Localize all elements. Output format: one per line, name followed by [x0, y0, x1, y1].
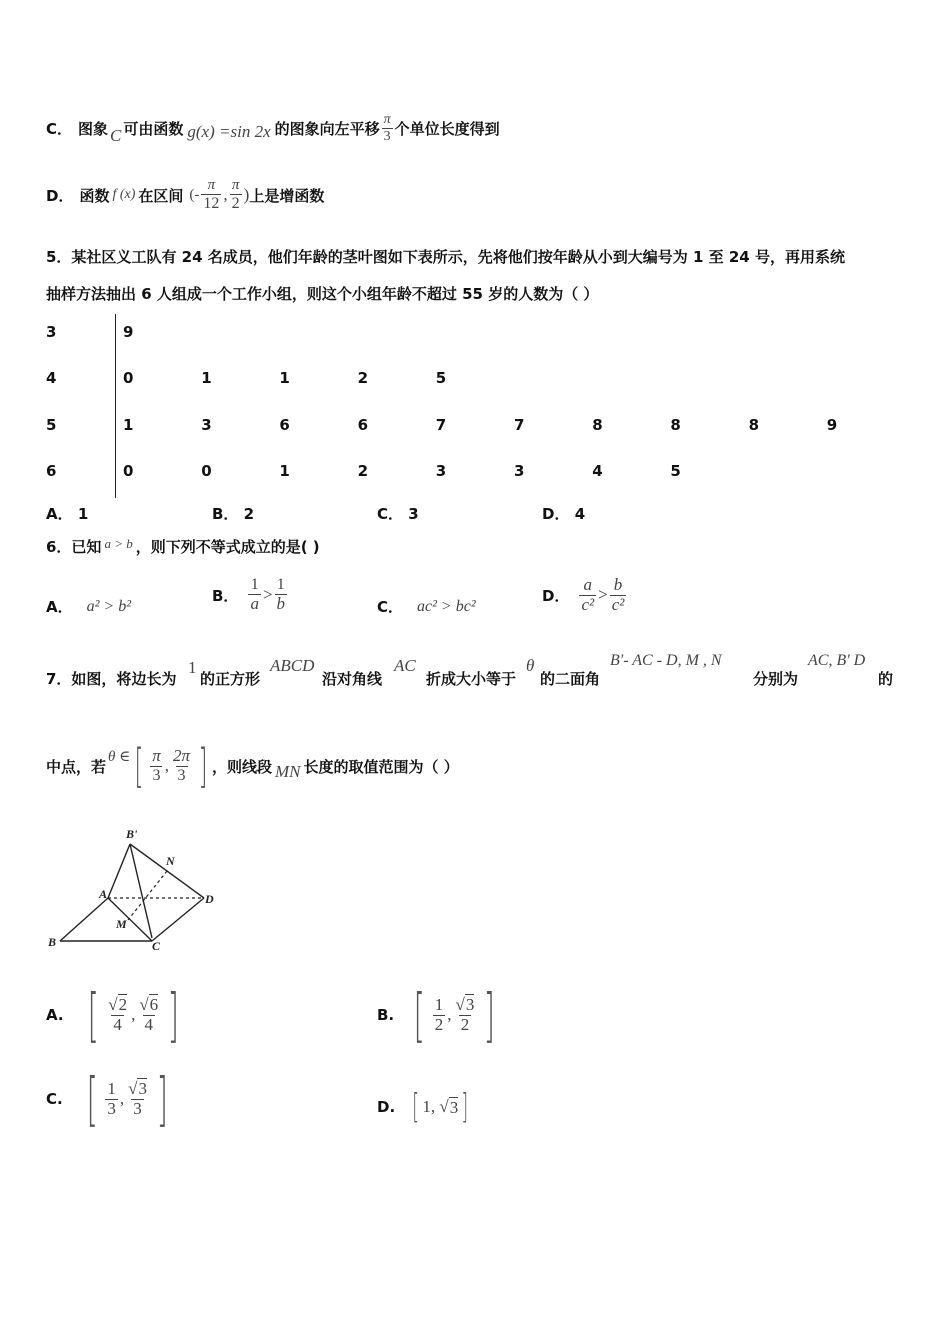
leaf-value: 8: [748, 416, 760, 434]
leaf-value: 3: [514, 462, 525, 480]
fraction: $\frac{\pi}{12}$: [203, 177, 220, 212]
label-d: D: [205, 892, 214, 906]
leaf-value: 0: [201, 462, 212, 480]
fraction: $\frac{\pi}{2}$: [231, 177, 240, 212]
q5-stem-line2: 抽样方法抽出 6 人组成一个工作小组，则这个小组年龄不超过 55 岁的人数为（ ）: [46, 285, 599, 303]
math-function: g(x) =sin 2x: [187, 122, 271, 141]
edge-c-d: [152, 898, 204, 941]
leaf-value: 1: [279, 462, 290, 480]
leaf-value: 7: [514, 416, 525, 434]
leaf-value: 8: [670, 416, 681, 434]
leaf-value: 1: [201, 369, 212, 387]
fraction: $\frac{1}{b}$: [276, 576, 286, 613]
fraction: $\frac{1}{a}$: [250, 576, 259, 613]
q7-option-b: B. [ $\frac{1}{2}$ , $\frac{√3}{2}$ ]: [377, 981, 496, 1049]
fraction: $\frac{\pi}{3}$: [383, 112, 391, 144]
q6-stem: 6．已知 a > b ，则下列不等式成立的是( ): [46, 535, 320, 556]
leaf-value: 2: [357, 369, 369, 387]
fraction: $\frac{a}{\text{c²}}$: [581, 574, 595, 614]
q5-option-d: D． 4: [542, 505, 586, 523]
leaf-value: 3: [201, 416, 212, 434]
q7-option-d: D. [ 1 , √ 3 ]: [377, 1087, 469, 1127]
leaf-value: 1: [123, 416, 134, 434]
q7-stem-line2: 中点，若 θ ∈ [ $\frac{\pi}{3}$ , $\frac{2\pi}{3}$ ] ，则线段 MN 长度的取值范围为（ ）: [46, 739, 459, 793]
label-a: A: [99, 887, 108, 901]
leaf-value: 3: [435, 462, 447, 480]
leaf-value: 8: [592, 416, 603, 434]
math-condition: a > b: [104, 535, 133, 551]
q5-stem-line1: 5．某社区义工队有 24 名成员，他们年龄的茎叶图如下表所示，先将他们按年龄从小到大编号为 1 至 24 号，再用系统: [46, 248, 845, 266]
leaf-value: 9: [826, 416, 838, 434]
label-b: B: [48, 935, 57, 949]
leaf-value: 0: [123, 369, 134, 387]
stem-value: 3: [46, 323, 57, 341]
stem-value: 6: [46, 462, 57, 480]
leaf-value: 6: [279, 416, 290, 434]
q4-option-c: C． 图象 C 可由函数 g(x) =sin 2x 的图象向左平移 $\frac{\pi}{3}$ 个单位长度得到: [46, 112, 500, 145]
stem-value: 4: [46, 369, 57, 387]
closed-interval: [ $\frac{\pi}{3}$ , $\frac{2\pi}{3}$ ]: [134, 739, 208, 793]
segment-mn: [128, 871, 167, 920]
leaf-value: 5: [670, 462, 681, 480]
math-function: f (x): [112, 187, 136, 202]
q5-options: [0, 503, 950, 525]
fraction: $\frac{b}{\text{c²}}$: [611, 574, 625, 614]
q4-option-d: D． 函数 f (x) 在区间 (- $\frac{\pi}{12}$ , $\frac{\pi}{2}$ ) 上是增函数: [46, 177, 325, 212]
q5-option-b: B． 2: [212, 505, 255, 523]
stem-value: 5: [46, 416, 57, 434]
q6-option-a: A． a² > b²: [46, 597, 131, 616]
option-label: C．: [46, 119, 73, 138]
edge-a-c: [108, 898, 152, 941]
leaf-value: 5: [435, 369, 447, 387]
stem-leaf-divider: [115, 314, 116, 498]
edge-b-a: [60, 898, 108, 941]
q6-option-c: C． ac² > bc²: [377, 597, 476, 616]
q6-option-b: B． $\frac{1}{a}$ > $\frac{1}{b}$: [212, 576, 286, 613]
q5-option-c: C． 3: [377, 505, 419, 523]
label-c: C: [152, 939, 161, 953]
q7-stem-line1: 7．如图，将边长为 1 的正方形 ABCD 沿对角线 AC 折成大小等于 θ 的二面角 B'- AC - D, M , N 分别为 AC, B' D 的: [46, 652, 894, 688]
leaf-value: 1: [279, 369, 290, 387]
q5-option-a: A． 1: [46, 505, 89, 523]
leaf-value: 6: [357, 416, 369, 434]
q7-option-c: C. [ $\frac{1}{3}$ , $\frac{√3}{3}$ ]: [46, 1065, 168, 1133]
label-n: N: [166, 854, 175, 868]
leaf-value: 2: [357, 462, 369, 480]
leaf-value: 0: [123, 462, 134, 480]
leaf-value: 4: [592, 462, 603, 480]
math-symbol: C: [110, 126, 122, 145]
q6-option-d: D． $\frac{a}{\text{c²}}$ > $\frac{b}{\text{c²}}$: [542, 574, 625, 614]
label-m: M: [116, 917, 127, 931]
leaf-value: 9: [123, 323, 134, 341]
option-label: D．: [46, 186, 74, 205]
q7-option-a: A. [ $\frac{√2}{4}$ , $\frac{√6}{4}$ ]: [46, 981, 180, 1049]
folded-square-figure: [40, 820, 230, 960]
label-b-prime: B': [126, 827, 138, 841]
leaf-value: 7: [435, 416, 447, 434]
edge-bp-a: [108, 844, 130, 898]
